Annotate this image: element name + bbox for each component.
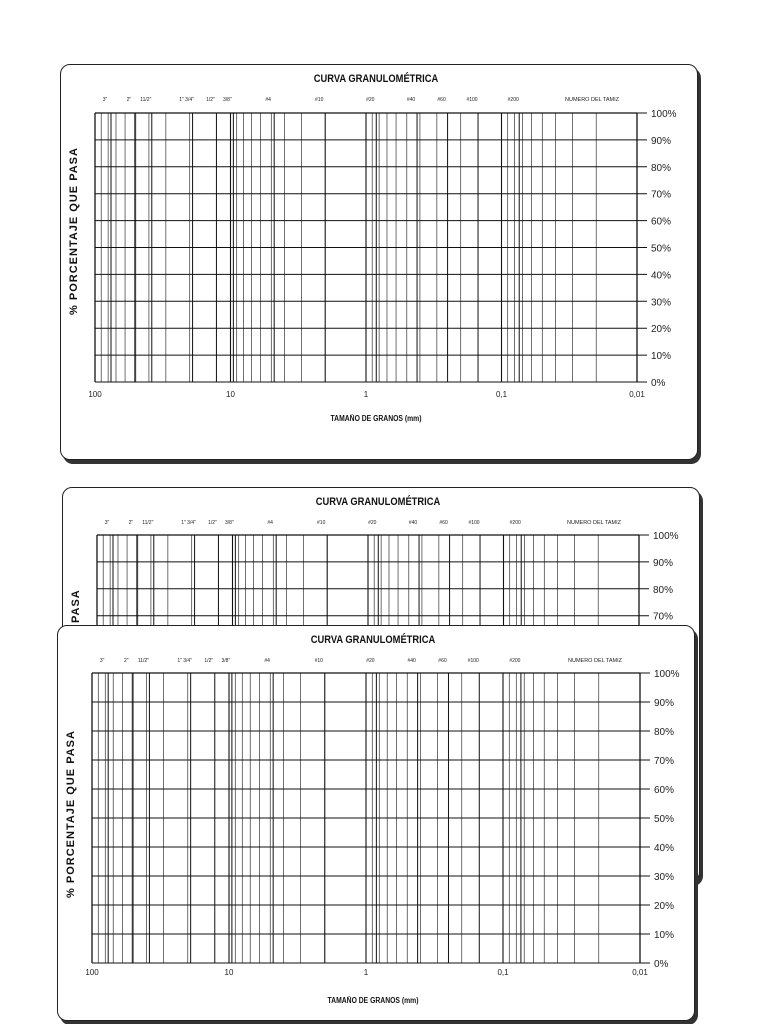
y-tick-label: 60% — [651, 216, 672, 228]
y-tick-label: 0% — [651, 378, 666, 389]
y-tick-label: 40% — [651, 270, 672, 282]
sieve-label: 3" — [99, 658, 105, 664]
sieve-label: 3/8" — [224, 520, 234, 526]
sieve-axis-label: NUMERO DEL TAMIZ — [567, 520, 621, 526]
y-tick-label: 100% — [651, 109, 677, 120]
x-tick-label: 1 — [363, 390, 369, 399]
sieve-label: 11/2" — [140, 97, 152, 103]
y-axis-label: % PORCENTAJE QUE PASA — [65, 730, 77, 898]
sieve-label: 3" — [104, 520, 110, 526]
y-tick-label: 70% — [654, 756, 675, 767]
x-tick-label: 10 — [224, 968, 234, 977]
y-tick-label: 100% — [654, 669, 680, 680]
y-tick-label: 10% — [651, 351, 672, 363]
sieve-label: #60 — [439, 520, 448, 526]
sieve-label: #20 — [366, 658, 375, 664]
sieve-chart-3 — [58, 626, 695, 1021]
y-tick-label: 90% — [653, 557, 674, 569]
sieve-label: #20 — [366, 97, 375, 103]
sieve-label: #4 — [264, 658, 270, 664]
sieve-label: #200 — [507, 97, 519, 103]
sieve-label: 2" — [128, 520, 134, 526]
sieve-label: #60 — [437, 97, 446, 103]
sieve-label: #200 — [509, 658, 521, 664]
sieve-label: #10 — [314, 658, 323, 664]
y-axis-label: PASA — [70, 589, 82, 623]
chart-title: CURVA GRANULOMÉTRICA — [313, 73, 439, 85]
sieve-label: 1/2" — [206, 97, 215, 103]
x-tick-label: 0,1 — [495, 390, 508, 399]
sieve-label: #40 — [407, 658, 416, 664]
sieve-label: 1" 3/4" — [177, 658, 192, 664]
chart-card-1 — [60, 64, 698, 460]
sieve-label: #10 — [315, 97, 324, 103]
sieve-label: 11/2" — [137, 658, 149, 664]
chart-card-3 — [57, 625, 695, 1021]
y-axis-label: % PORCENTAJE QUE PASA — [68, 147, 80, 315]
x-tick-label: 1 — [363, 968, 369, 977]
sieve-label: 2" — [124, 658, 129, 664]
sieve-label: #40 — [406, 97, 416, 103]
sieve-label: 11/2" — [142, 520, 154, 526]
y-tick-label: 80% — [651, 162, 672, 174]
chart-title: CURVA GRANULOMÉTRICA — [310, 634, 436, 646]
y-tick-label: 50% — [654, 814, 675, 825]
sieve-label: 1/2" — [208, 520, 217, 526]
chart-title: CURVA GRANULOMÉTRICA — [315, 496, 441, 508]
sieve-axis-label: NUMERO DEL TAMIZ — [565, 97, 619, 103]
y-tick-label: 90% — [654, 698, 675, 709]
sieve-label: 1/2" — [204, 658, 214, 664]
y-tick-label: 0% — [654, 959, 669, 970]
y-tick-label: 10% — [654, 930, 675, 941]
sieve-label: #4 — [267, 520, 273, 526]
y-tick-label: 70% — [651, 189, 672, 201]
sieve-label: 1" 3/4" — [179, 97, 194, 103]
y-tick-label: 100% — [653, 531, 679, 542]
x-tick-label: 100 — [88, 390, 102, 399]
sieve-label: #20 — [368, 520, 377, 526]
y-tick-label: 50% — [651, 243, 672, 255]
y-tick-label: 20% — [651, 324, 672, 336]
sieve-label: 2" — [126, 97, 132, 103]
sieve-label: #100 — [468, 520, 480, 526]
y-tick-label: 70% — [653, 611, 674, 623]
y-tick-label: 80% — [653, 584, 674, 596]
sieve-label: 1" 3/4" — [181, 520, 196, 526]
y-tick-label: 40% — [654, 843, 675, 854]
y-tick-label: 60% — [654, 785, 675, 796]
y-tick-label: 20% — [654, 901, 675, 912]
x-tick-label: 100 — [85, 968, 99, 977]
sieve-label: #40 — [408, 520, 418, 526]
x-tick-label: 0,01 — [629, 390, 645, 399]
sieve-label: #200 — [509, 520, 521, 526]
y-tick-label: 90% — [651, 135, 672, 147]
sieve-label: #100 — [467, 658, 479, 664]
sieve-label: #60 — [438, 658, 447, 664]
sieve-label: #4 — [265, 97, 271, 103]
sieve-chart-1 — [61, 65, 698, 460]
sieve-label: #100 — [466, 97, 478, 103]
sieve-label: 3" — [102, 97, 108, 103]
sieve-label: 3/8" — [221, 658, 231, 664]
x-tick-label: 0,01 — [632, 968, 648, 977]
x-axis-label: TAMAÑO DE GRANOS (mm) — [330, 414, 422, 423]
x-tick-label: 10 — [226, 390, 235, 399]
sieve-label: #10 — [317, 520, 326, 526]
sieve-axis-label: NUMERO DEL TAMIZ — [568, 658, 622, 664]
sieve-label: 3/8" — [222, 97, 232, 103]
y-tick-label: 30% — [651, 297, 672, 309]
x-axis-label: TAMAÑO DE GRANOS (mm) — [327, 996, 419, 1005]
y-tick-label: 30% — [654, 872, 675, 883]
y-tick-label: 80% — [654, 727, 675, 738]
x-tick-label: 0,1 — [497, 968, 509, 977]
